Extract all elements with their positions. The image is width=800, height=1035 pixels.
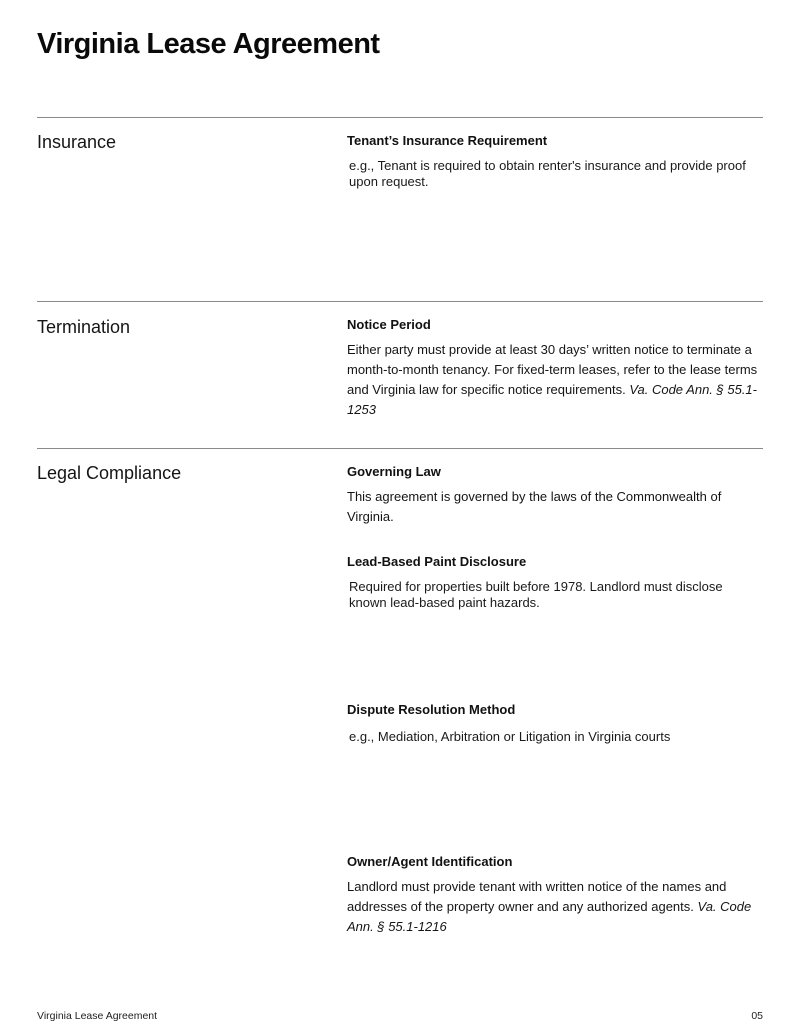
owner-agent-text (347, 877, 763, 937)
section-label-legal-compliance: Legal Compliance (37, 463, 182, 483)
governing-law-text: This agreement is governed by the laws of the Commonwealth of Virginia. (347, 489, 722, 524)
dispute-resolution-field (347, 702, 763, 765)
notice-period-text (347, 340, 763, 420)
section-divider (37, 301, 763, 302)
governing-law-field (347, 464, 763, 527)
notice-period-citation: Va. Code Ann. § 55.1-1253 (347, 382, 757, 417)
lead-paint-label: Lead-Based Paint Disclosure (347, 554, 527, 569)
governing-law-label: Governing Law (347, 464, 441, 479)
owner-agent-body: Landlord must provide tenant with written notice of the names and addresses of the property owner and any authorized agents. (347, 879, 727, 914)
tenant-insurance-label: Tenant’s Insurance Requirement (347, 133, 548, 148)
section-label-termination: Termination (37, 317, 131, 337)
notice-period-label: Notice Period (347, 317, 431, 332)
notice-period-field (347, 317, 763, 420)
owner-agent-citation: Va. Code Ann. § 55.1-1216 (347, 899, 752, 934)
tenant-insurance-field (347, 133, 763, 194)
section-label-insurance: Insurance (37, 132, 117, 152)
tenant-insurance-input[interactable]: e.g., Tenant is required to obtain renter's insurance and provide proof upon request. (349, 158, 746, 189)
lead-paint-input[interactable]: Required for properties built before 1978. Landlord must disclose known lead-based paint hazards. (349, 579, 723, 610)
section-divider (37, 117, 763, 118)
page-title: Virginia Lease Agreement (37, 28, 380, 60)
footer-document-title: Virginia Lease Agreement (37, 1010, 158, 1022)
notice-period-body: Either party must provide at least 30 days’ written notice to terminate a month-to-month tenancy. For fixed-term leases, refer to the lease terms and Virginia law for specific notice requirements. (347, 342, 758, 397)
dispute-resolution-label: Dispute Resolution Method (347, 702, 516, 717)
owner-agent-field (347, 854, 763, 937)
footer-page-number: 05 (751, 1010, 763, 1022)
section-divider (37, 448, 763, 449)
owner-agent-label: Owner/Agent Identification (347, 854, 513, 869)
dispute-resolution-input[interactable]: e.g., Mediation, Arbitration or Litigation in Virginia courts (349, 729, 671, 744)
lead-paint-field (347, 554, 763, 615)
